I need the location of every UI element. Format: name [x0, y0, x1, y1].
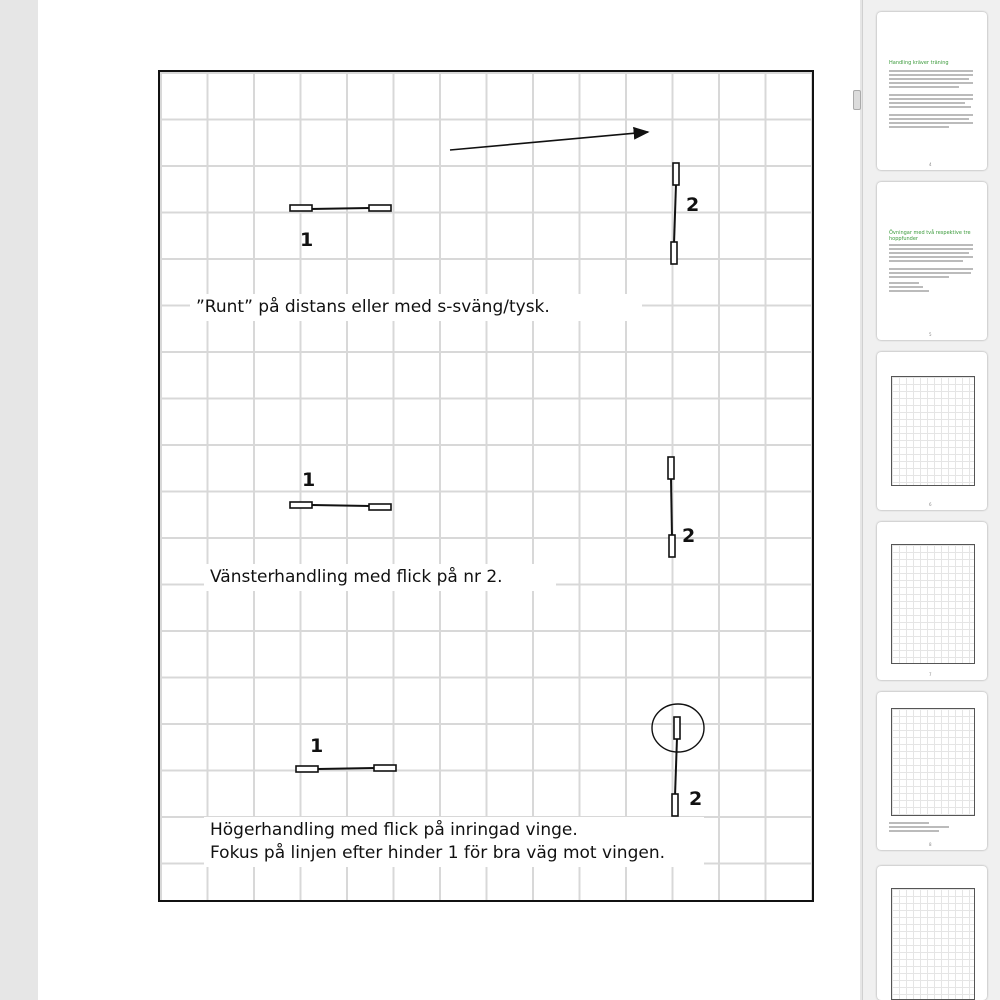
caption-line-2: Fokus på linjen efter hinder 1 för bra väg mot vingen.	[210, 843, 665, 863]
jump-number-2: 2	[686, 194, 700, 216]
jump-number-2: 2	[689, 788, 703, 810]
thumbnail-page-8[interactable]	[877, 692, 987, 850]
caption-section-1: ”Runt” på distans eller med s-sväng/tysk.	[190, 294, 642, 321]
thumbnail-page-number: 4	[929, 162, 932, 167]
scroll-handle[interactable]	[853, 90, 861, 110]
jump-1-section-1	[290, 205, 391, 211]
jump-number-2: 2	[682, 525, 696, 547]
jump-1-section-3	[296, 765, 396, 772]
thumbnail-page-7[interactable]	[877, 522, 987, 680]
thumbnail-page-number: 5	[929, 332, 932, 337]
jump-2-section-1	[671, 163, 679, 264]
caption-section-2: Vänsterhandling med flick på nr 2.	[204, 564, 556, 591]
direction-arrow	[450, 132, 648, 150]
document-page	[38, 0, 860, 1000]
thumbnail-page-6[interactable]	[877, 352, 987, 510]
thumbnail-page-9[interactable]	[877, 866, 987, 1000]
course-diagram	[158, 70, 814, 902]
thumbnail-page-number: 8	[929, 842, 932, 847]
jump-number-1: 1	[302, 469, 316, 491]
thumbnail-page-number: 6	[929, 502, 932, 507]
caption-section-3	[204, 817, 704, 867]
diagram-drawing	[160, 72, 816, 904]
jump-number-1: 1	[300, 229, 314, 251]
caption-line-1: Högerhandling med flick på inringad vinge.	[210, 820, 578, 840]
jump-number-1: 1	[310, 735, 324, 757]
jump-1-section-2	[290, 502, 391, 510]
page-thumbnails-panel	[862, 0, 1000, 1000]
thumbnail-page-5[interactable]	[877, 182, 987, 340]
thumbnail-page-4[interactable]	[877, 12, 987, 170]
thumbnail-title: Övningar med två respektive tre hoppfunder	[889, 230, 971, 242]
jump-2-section-2	[668, 457, 675, 557]
thumbnail-title: Handling kräver träning	[889, 60, 949, 66]
thumbnail-page-number: 7	[929, 672, 932, 677]
